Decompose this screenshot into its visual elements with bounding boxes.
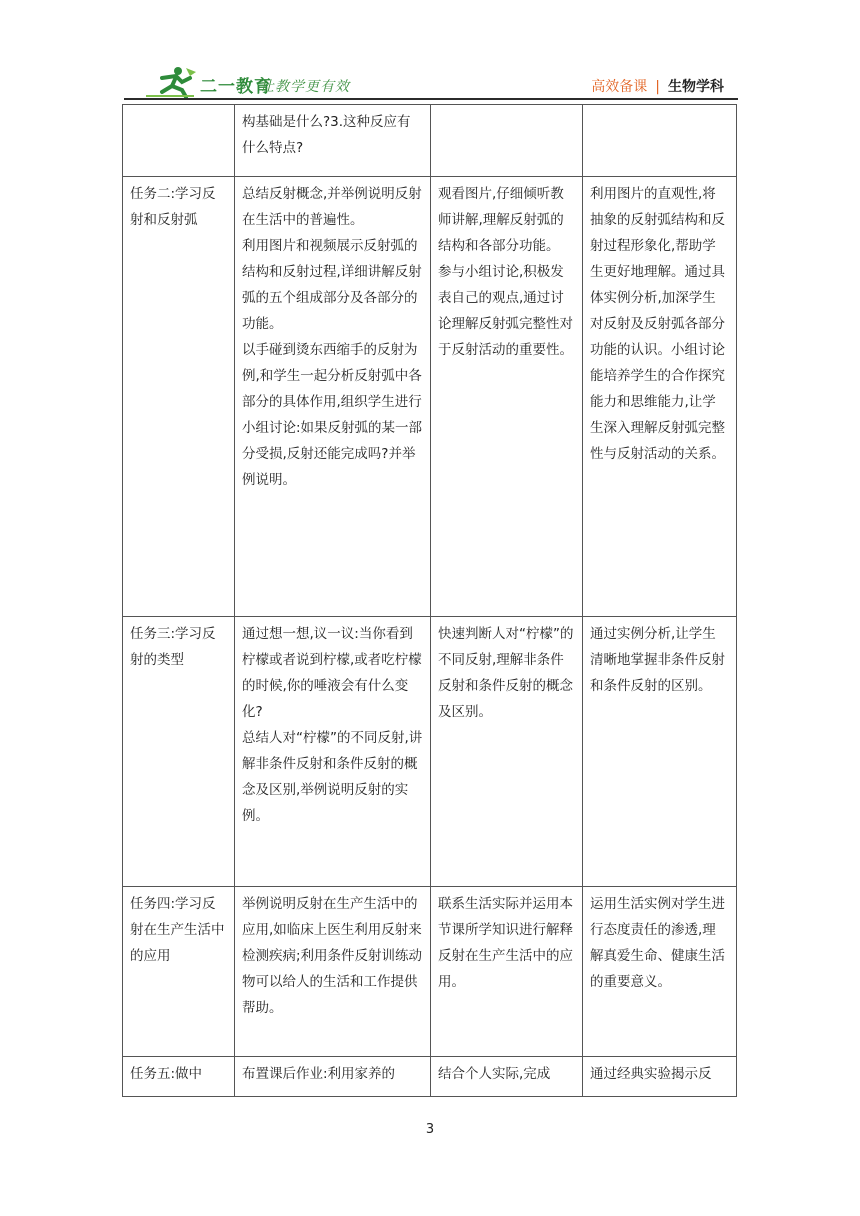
paragraph: 利用图片和视频展示反射弧的结构和反射过程,详细讲解反射弧的五个组成部分及各部分的功能。 bbox=[242, 238, 422, 332]
design-intent-cell bbox=[583, 617, 737, 887]
paragraph: 总结反射概念,并举例说明反射在生活中的普遍性。 bbox=[242, 186, 422, 228]
paragraph: 通过实例分析,让学生清晰地掌握非条件反射和条件反射的区别。 bbox=[590, 626, 725, 694]
task-cell: 任务二:学习反射和反射弧 bbox=[123, 177, 235, 617]
design-intent-cell bbox=[583, 887, 737, 1057]
task-cell: 任务五:做中 bbox=[123, 1057, 235, 1097]
table-row bbox=[123, 617, 737, 887]
header-right bbox=[591, 76, 724, 96]
paragraph: 通过经典实验揭示反 bbox=[590, 1066, 712, 1082]
task-cell bbox=[123, 105, 235, 177]
header-label-prep: 高效备课 bbox=[591, 79, 648, 95]
paragraph: 参与小组讨论,积极发表自己的观点,通过讨论理解反射弧完整性对于反射活动的重要性。 bbox=[438, 264, 573, 358]
paragraph: 观看图片,仔细倾听教师讲解,理解反射弧的结构和各部分功能。 bbox=[438, 186, 564, 254]
paragraph: 通过想一想,议一议:当你看到柠檬或者说到柠檬,或者吃柠檬的时候,你的唾液会有什么变化? bbox=[242, 626, 422, 720]
student-activity-cell bbox=[431, 617, 583, 887]
student-activity-cell bbox=[431, 177, 583, 617]
running-figure-icon bbox=[142, 66, 198, 98]
slogan: 让教学更有效 bbox=[260, 79, 350, 95]
design-intent-cell bbox=[583, 105, 737, 177]
table-row bbox=[123, 105, 737, 177]
student-activity-cell bbox=[431, 887, 583, 1057]
task-cell: 任务四:学习反射在生产生活中的应用 bbox=[123, 887, 235, 1057]
table-row bbox=[123, 177, 737, 617]
paragraph: 利用图片的直观性,将抽象的反射弧结构和反射过程形象化,帮助学生更好地理解。通过具体实例分析,加深学生对反射及反射弧各部分功能的认识。小组讨论能培养学生的合作探究能力和思维能力,让学生深入理解反射弧完整性与反射活动的关系。 bbox=[590, 186, 725, 462]
lesson-plan-table bbox=[122, 104, 737, 1097]
paragraph: 构基础是什么?3.这种反应有什么特点? bbox=[242, 114, 411, 156]
table-row bbox=[123, 887, 737, 1057]
table-row bbox=[123, 1057, 737, 1097]
paragraph: 布置课后作业:利用家养的 bbox=[242, 1066, 396, 1082]
paragraph: 举例说明反射在生产生活中的应用,如临床上医生利用反射来检测疾病;利用条件反射训练动物可以给人的生活和工作提供帮助。 bbox=[242, 896, 423, 1016]
student-activity-cell bbox=[431, 105, 583, 177]
paragraph: 联系生活实际并运用本节课所学知识进行解释反射在生产生活中的应用。 bbox=[438, 896, 573, 990]
teacher-activity-cell bbox=[235, 177, 431, 617]
header-rule bbox=[124, 98, 738, 100]
page-number: 3 bbox=[425, 1122, 435, 1137]
task-cell: 任务三:学习反射的类型 bbox=[123, 617, 235, 887]
header-separator: | bbox=[655, 79, 660, 95]
header-label-subject: 生物学科 bbox=[668, 79, 724, 95]
design-intent-cell bbox=[583, 1057, 737, 1097]
paragraph: 快速判断人对“柠檬”的不同反射,理解非条件反射和条件反射的概念及区别。 bbox=[438, 626, 574, 720]
design-intent-cell bbox=[583, 177, 737, 617]
page-header bbox=[124, 66, 738, 100]
paragraph: 运用生活实例对学生进行态度责任的渗透,理解真爱生命、健康生活的重要意义。 bbox=[590, 896, 725, 990]
paragraph: 以手碰到烫东西缩手的反射为例,和学生一起分析反射弧中各部分的具体作用,组织学生进行小组讨论:如果反射弧的某一部分受损,反射还能完成吗?并举例说明。 bbox=[242, 342, 423, 488]
teacher-activity-cell bbox=[235, 887, 431, 1057]
student-activity-cell bbox=[431, 1057, 583, 1097]
paragraph: 结合个人实际,完成 bbox=[438, 1066, 551, 1082]
paragraph: 总结人对“柠檬”的不同反射,讲解非条件反射和条件反射的概念及区别,举例说明反射的实例。 bbox=[242, 730, 423, 824]
teacher-activity-cell bbox=[235, 617, 431, 887]
teacher-activity-cell bbox=[235, 1057, 431, 1097]
logo-text: 二一教育 bbox=[200, 77, 272, 97]
teacher-activity-cell bbox=[235, 105, 431, 177]
